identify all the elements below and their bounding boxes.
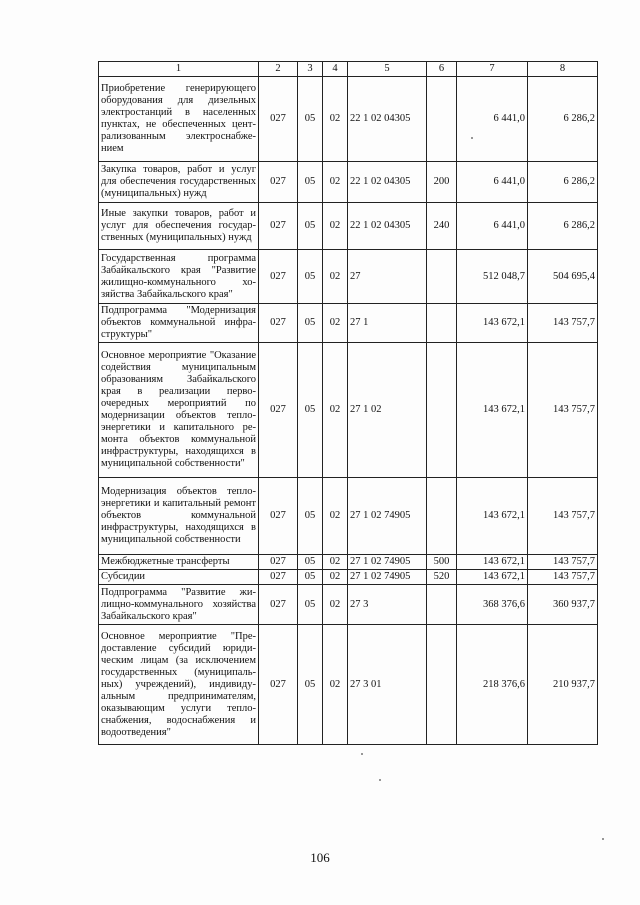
column-header-8: 8 [528,62,598,77]
row-name-cell: Государственная программа Забайкальского края "Развитие жилищно-коммунального хозяйства Забайкальского края" [99,250,259,304]
row-name-cell: Подпрограмма "Развитие жилищно-коммунального хозяйства Забайкальского края" [99,585,259,625]
amount-col7-cell: 6 441,0 [457,162,528,203]
row-name-cell: Основное мероприятие "Оказание содействия муниципальным образованиям Забайкальского края в реализации первоочередных мероприятий по модернизации объектов теплоэнергетики и капитального ремонта объектов коммунальной инфраструктуры, находящихся в муниципальной собственности" [99,343,259,478]
amount-col8-cell: 6 286,2 [528,203,598,250]
subsection-cell: 02 [323,203,348,250]
amount-col7-cell: 143 672,1 [457,555,528,570]
target-article-cell: 22 1 02 04305 [348,77,427,162]
target-article-cell: 27 1 [348,304,427,343]
admin-code-cell: 027 [259,77,298,162]
target-article-cell: 27 1 02 74905 [348,555,427,570]
section-cell: 05 [298,625,323,745]
row-name-cell: Субсидии [99,570,259,585]
amount-col8-cell: 360 937,7 [528,585,598,625]
scan-speck [471,137,473,139]
scan-speck [602,838,604,840]
section-cell: 05 [298,555,323,570]
section-cell: 05 [298,304,323,343]
amount-col8-cell: 6 286,2 [528,162,598,203]
row-name-cell: Основное мероприятие "Предоставление субсидий юридическим лицам (за исключением государственных (муниципальных) учреждений), индивидуальным предпринимателям, оказывающим услуги теплоснабжения, водоснабжения и водоотведения" [99,625,259,745]
subsection-cell: 02 [323,570,348,585]
subsection-cell: 02 [323,625,348,745]
admin-code-cell: 027 [259,343,298,478]
target-article-cell: 27 1 02 [348,343,427,478]
page-number: 106 [310,850,330,865]
amount-col8-cell: 210 937,7 [528,625,598,745]
subsection-cell: 02 [323,162,348,203]
table-row [99,203,598,250]
section-cell: 05 [298,250,323,304]
budget-table [98,61,598,745]
column-header-5: 5 [348,62,427,77]
table-row [99,555,598,570]
amount-col7-cell: 143 672,1 [457,304,528,343]
admin-code-cell: 027 [259,625,298,745]
amount-col7-cell: 512 048,7 [457,250,528,304]
target-article-cell: 27 1 02 74905 [348,570,427,585]
expense-type-cell [427,77,457,162]
amount-col7-cell: 6 441,0 [457,203,528,250]
admin-code-cell: 027 [259,570,298,585]
admin-code-cell: 027 [259,203,298,250]
amount-col7-cell: 143 672,1 [457,343,528,478]
subsection-cell: 02 [323,478,348,555]
table-header-row [99,62,598,77]
column-header-7: 7 [457,62,528,77]
target-article-cell: 22 1 02 04305 [348,162,427,203]
amount-col7-cell: 143 672,1 [457,570,528,585]
amount-col8-cell: 143 757,7 [528,555,598,570]
section-cell: 05 [298,585,323,625]
admin-code-cell: 027 [259,162,298,203]
section-cell: 05 [298,570,323,585]
target-article-cell: 27 3 01 [348,625,427,745]
amount-col8-cell: 143 757,7 [528,570,598,585]
amount-col7-cell: 218 376,6 [457,625,528,745]
column-header-3: 3 [298,62,323,77]
section-cell: 05 [298,478,323,555]
admin-code-cell: 027 [259,555,298,570]
amount-col8-cell: 6 286,2 [528,77,598,162]
expense-type-cell [427,585,457,625]
section-cell: 05 [298,162,323,203]
amount-col7-cell: 6 441,0 [457,77,528,162]
amount-col8-cell: 143 757,7 [528,304,598,343]
section-cell: 05 [298,203,323,250]
table-row [99,585,598,625]
scan-speck [379,779,381,781]
column-header-4: 4 [323,62,348,77]
column-header-6: 6 [427,62,457,77]
target-article-cell: 27 [348,250,427,304]
section-cell: 05 [298,77,323,162]
section-cell: 05 [298,343,323,478]
expense-type-cell [427,478,457,555]
subsection-cell: 02 [323,343,348,478]
admin-code-cell: 027 [259,478,298,555]
table-row [99,162,598,203]
row-name-cell: Закупка товаров, работ и услуг для обеспечения государственных (муниципальных) нужд [99,162,259,203]
row-name-cell: Иные закупки товаров, работ и услуг для обеспечения государственных (муниципальных) нужд [99,203,259,250]
table-row [99,304,598,343]
amount-col8-cell: 143 757,7 [528,343,598,478]
table-row [99,343,598,478]
admin-code-cell: 027 [259,304,298,343]
amount-col7-cell: 368 376,6 [457,585,528,625]
table-row [99,77,598,162]
expense-type-cell [427,250,457,304]
subsection-cell: 02 [323,250,348,304]
target-article-cell: 27 1 02 74905 [348,478,427,555]
expense-type-cell [427,343,457,478]
subsection-cell: 02 [323,555,348,570]
column-header-2: 2 [259,62,298,77]
expense-type-cell: 200 [427,162,457,203]
amount-col8-cell: 143 757,7 [528,478,598,555]
table-row [99,570,598,585]
expense-type-cell: 500 [427,555,457,570]
admin-code-cell: 027 [259,585,298,625]
expense-type-cell: 520 [427,570,457,585]
admin-code-cell: 027 [259,250,298,304]
table-row [99,250,598,304]
subsection-cell: 02 [323,77,348,162]
target-article-cell: 22 1 02 04305 [348,203,427,250]
subsection-cell: 02 [323,585,348,625]
table-row [99,625,598,745]
target-article-cell: 27 3 [348,585,427,625]
scan-speck [361,753,363,755]
amount-col8-cell: 504 695,4 [528,250,598,304]
subsection-cell: 02 [323,304,348,343]
row-name-cell: Модернизация объектов теплоэнергетики и капитальный ремонт объектов коммунальной инфраструктуры, находящихся в муниципальной собственности [99,478,259,555]
column-header-1: 1 [99,62,259,77]
row-name-cell: Приобретение генерирующего оборудования для дизельных электростанций в населенных пунктах, не обеспеченных централизованным электроснабжением [99,77,259,162]
table-row [99,478,598,555]
amount-col7-cell: 143 672,1 [457,478,528,555]
expense-type-cell [427,625,457,745]
row-name-cell: Межбюджетные трансферты [99,555,259,570]
expense-type-cell: 240 [427,203,457,250]
expense-type-cell [427,304,457,343]
row-name-cell: Подпрограмма "Модернизация объектов коммунальной инфраструктуры" [99,304,259,343]
